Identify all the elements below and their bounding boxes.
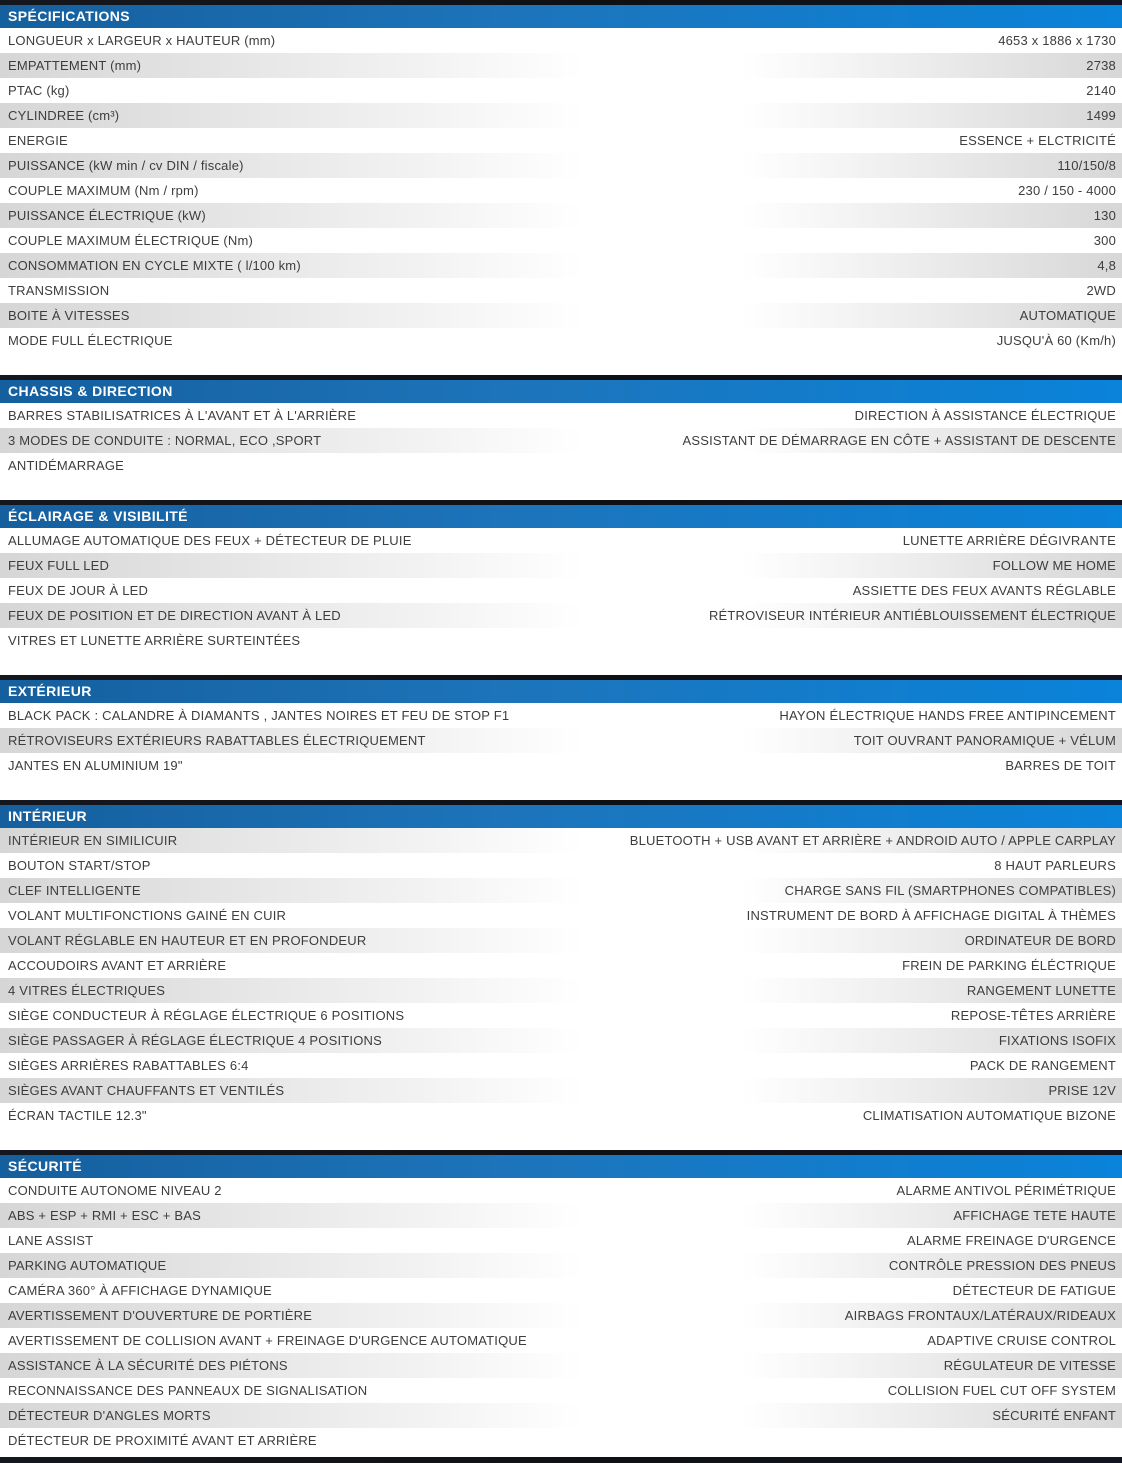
spec-value: RÉTROVISEUR INTÉRIEUR ANTIÉBLOUISSEMENT ÉLECTRIQUE (708, 608, 1116, 623)
spec-value: BARRES DE TOIT (1005, 758, 1116, 773)
spec-value: AFFICHAGE TETE HAUTE (953, 1208, 1116, 1223)
spec-value: 4653 x 1886 x 1730 (998, 33, 1116, 48)
spec-row (0, 978, 1122, 1003)
spec-value: CLIMATISATION AUTOMATIQUE BIZONE (862, 1108, 1116, 1123)
spec-row (0, 928, 1122, 953)
section-title-eclairage-visibilite: ÉCLAIRAGE & VISIBILITÉ (0, 505, 1122, 528)
spec-row (0, 278, 1122, 303)
spec-row (0, 203, 1122, 228)
spec-label: CONDUITE AUTONOME NIVEAU 2 (8, 1183, 222, 1198)
spec-label: CAMÉRA 360° À AFFICHAGE DYNAMIQUE (8, 1283, 272, 1298)
spec-row (0, 253, 1122, 278)
section-title-specifications: SPÉCIFICATIONS (0, 5, 1122, 28)
spec-label: RÉTROVISEURS EXTÉRIEURS RABATTABLES ÉLECTRIQUEMENT (8, 733, 426, 748)
spec-label: BOUTON START/STOP (8, 858, 151, 873)
spec-row (0, 103, 1122, 128)
spec-label: ACCOUDOIRS AVANT ET ARRIÈRE (8, 958, 227, 973)
spec-row (0, 1278, 1122, 1303)
spec-row (0, 1028, 1122, 1053)
spec-value: PRISE 12V (1048, 1083, 1116, 1098)
spec-row (0, 828, 1122, 853)
spec-label: SIÈGE PASSAGER À RÉGLAGE ÉLECTRIQUE 4 POSITIONS (8, 1033, 382, 1048)
section-gap (0, 778, 1122, 800)
spec-row (0, 578, 1122, 603)
spec-value: 1499 (1086, 108, 1116, 123)
spec-label: RECONNAISSANCE DES PANNEAUX DE SIGNALISATION (8, 1383, 368, 1398)
spec-label: PTAC (kg) (8, 83, 70, 98)
section-eclairage-visibilite (0, 500, 1122, 653)
spec-label: INTÉRIEUR EN SIMILICUIR (8, 833, 178, 848)
spec-row (0, 703, 1122, 728)
section-title-securite: SÉCURITÉ (0, 1155, 1122, 1178)
spec-value: AIRBAGS FRONTAUX/LATÉRAUX/RIDEAUX (844, 1308, 1116, 1323)
section-gap (0, 353, 1122, 375)
spec-label: ABS + ESP + RMI + ESC + BAS (8, 1208, 202, 1223)
spec-row (0, 878, 1122, 903)
spec-value: COLLISION FUEL CUT OFF SYSTEM (887, 1383, 1116, 1398)
spec-label: VOLANT MULTIFONCTIONS GAINÉ EN CUIR (8, 908, 287, 923)
spec-row (0, 303, 1122, 328)
spec-row (0, 1378, 1122, 1403)
spec-value: ESSENCE + ELCTRICITÉ (959, 133, 1116, 148)
spec-label: CYLINDREE (cm³) (8, 108, 120, 123)
spec-value: FIXATIONS ISOFIX (998, 1033, 1116, 1048)
spec-label: FEUX DE POSITION ET DE DIRECTION AVANT À LED (8, 608, 341, 623)
spec-label: LONGUEUR x LARGEUR x HAUTEUR (mm) (8, 33, 276, 48)
spec-value: CHARGE SANS FIL (SMARTPHONES COMPATIBLES) (784, 883, 1116, 898)
section-interieur (0, 800, 1122, 1128)
spec-label: 3 MODES DE CONDUITE : NORMAL, ECO ,SPORT (8, 433, 322, 448)
spec-row (0, 1203, 1122, 1228)
spec-label: BLACK PACK : CALANDRE À DIAMANTS , JANTES NOIRES ET FEU DE STOP F1 (8, 708, 510, 723)
spec-row (0, 1403, 1122, 1428)
spec-label: PARKING AUTOMATIQUE (8, 1258, 167, 1273)
spec-label: FEUX FULL LED (8, 558, 110, 573)
spec-value: ALARME FREINAGE D'URGENCE (906, 1233, 1116, 1248)
spec-value: DIRECTION À ASSISTANCE ÉLECTRIQUE (854, 408, 1116, 423)
spec-label: ASSISTANCE À LA SÉCURITÉ DES PIÉTONS (8, 1358, 288, 1373)
spec-label: 4 VITRES ÉLECTRIQUES (8, 983, 166, 998)
section-gap (0, 653, 1122, 675)
spec-label: TRANSMISSION (8, 283, 110, 298)
spec-row (0, 1003, 1122, 1028)
spec-value: INSTRUMENT DE BORD À AFFICHAGE DIGITAL À THÈMES (746, 908, 1116, 923)
spec-value: JUSQU'À 60 (Km/h) (996, 333, 1116, 348)
spec-value: BLUETOOTH + USB AVANT ET ARRIÈRE + ANDROID AUTO / APPLE CARPLAY (629, 833, 1116, 848)
spec-row (0, 753, 1122, 778)
spec-row (0, 1303, 1122, 1328)
spec-value: 2140 (1086, 83, 1116, 98)
spec-row (0, 603, 1122, 628)
spec-row (0, 853, 1122, 878)
spec-value: SÉCURITÉ ENFANT (992, 1408, 1116, 1423)
spec-label: ÉCRAN TACTILE 12.3" (8, 1108, 147, 1123)
spec-row (0, 128, 1122, 153)
spec-value: HAYON ÉLECTRIQUE HANDS FREE ANTIPINCEMENT (779, 708, 1116, 723)
spec-label: BARRES STABILISATRICES À L'AVANT ET À L'ARRIÈRE (8, 408, 357, 423)
spec-row (0, 1178, 1122, 1203)
spec-value: TOIT OUVRANT PANORAMIQUE + VÉLUM (853, 733, 1116, 748)
spec-row (0, 1228, 1122, 1253)
spec-label: LANE ASSIST (8, 1233, 94, 1248)
spec-value: ASSISTANT DE DÉMARRAGE EN CÔTE + ASSISTANT DE DESCENTE (682, 433, 1116, 448)
section-gap (0, 1128, 1122, 1150)
spec-value: ORDINATEUR DE BORD (964, 933, 1116, 948)
spec-label: CLEF INTELLIGENTE (8, 883, 141, 898)
spec-value: 230 / 150 - 4000 (1018, 183, 1116, 198)
spec-label: COUPLE MAXIMUM (Nm / rpm) (8, 183, 199, 198)
section-title-chassis-direction: CHASSIS & DIRECTION (0, 380, 1122, 403)
spec-label: PUISSANCE (kW min / cv DIN / fiscale) (8, 158, 244, 173)
section-chassis-direction (0, 375, 1122, 478)
spec-label: VOLANT RÉGLABLE EN HAUTEUR ET EN PROFONDEUR (8, 933, 367, 948)
spec-label: PUISSANCE ÉLECTRIQUE (kW) (8, 208, 206, 223)
spec-label: AVERTISSEMENT D'OUVERTURE DE PORTIÈRE (8, 1308, 313, 1323)
spec-row (0, 903, 1122, 928)
spec-value: ADAPTIVE CRUISE CONTROL (927, 1333, 1116, 1348)
spec-row (0, 953, 1122, 978)
spec-row (0, 1078, 1122, 1103)
spec-label: COUPLE MAXIMUM ÉLECTRIQUE (Nm) (8, 233, 254, 248)
spec-row (0, 53, 1122, 78)
spec-value: 8 HAUT PARLEURS (994, 858, 1116, 873)
spec-label: ENERGIE (8, 133, 68, 148)
spec-row (0, 78, 1122, 103)
section-securite (0, 1150, 1122, 1453)
spec-label: EMPATTEMENT (mm) (8, 58, 142, 73)
spec-value: 300 (1093, 233, 1116, 248)
spec-label: DÉTECTEUR DE PROXIMITÉ AVANT ET ARRIÈRE (8, 1433, 317, 1448)
spec-value: 2738 (1086, 58, 1116, 73)
spec-label: BOITE À VITESSES (8, 308, 130, 323)
spec-value: 130 (1093, 208, 1116, 223)
spec-row (0, 1053, 1122, 1078)
spec-row (0, 553, 1122, 578)
spec-value: CONTRÔLE PRESSION DES PNEUS (888, 1258, 1116, 1273)
spec-value: DÉTECTEUR DE FATIGUE (952, 1283, 1116, 1298)
section-title-exterieur: EXTÉRIEUR (0, 680, 1122, 703)
spec-value: 2WD (1086, 283, 1116, 298)
section-specifications (0, 0, 1122, 353)
spec-value: REPOSE-TÊTES ARRIÈRE (950, 1008, 1116, 1023)
spec-label: JANTES EN ALUMINIUM 19" (8, 758, 183, 773)
section-exterieur (0, 675, 1122, 778)
spec-value: RÉGULATEUR DE VITESSE (943, 1358, 1116, 1373)
spec-label: SIÈGE CONDUCTEUR À RÉGLAGE ÉLECTRIQUE 6 POSITIONS (8, 1008, 405, 1023)
spec-row (0, 1103, 1122, 1128)
spec-row (0, 728, 1122, 753)
spec-value: FOLLOW ME HOME (992, 558, 1116, 573)
spec-label: AVERTISSEMENT DE COLLISION AVANT + FREINAGE D'URGENCE AUTOMATIQUE (8, 1333, 527, 1348)
spec-row (0, 1253, 1122, 1278)
spec-row (0, 1328, 1122, 1353)
spec-value: ALARME ANTIVOL PÉRIMÉTRIQUE (896, 1183, 1116, 1198)
spec-row (0, 628, 1122, 653)
section-gap (0, 478, 1122, 500)
section-title-interieur: INTÉRIEUR (0, 805, 1122, 828)
spec-label: VITRES ET LUNETTE ARRIÈRE SURTEINTÉES (8, 633, 301, 648)
spec-label: CONSOMMATION EN CYCLE MIXTE ( l/100 km) (8, 258, 301, 273)
spec-value: 4,8 (1097, 258, 1116, 273)
spec-row (0, 178, 1122, 203)
spec-row (0, 1353, 1122, 1378)
spec-row (0, 328, 1122, 353)
spec-label: ALLUMAGE AUTOMATIQUE DES FEUX + DÉTECTEUR DE PLUIE (8, 533, 412, 548)
spec-value: AUTOMATIQUE (1019, 308, 1116, 323)
spec-label: MODE FULL ÉLECTRIQUE (8, 333, 173, 348)
spec-row (0, 428, 1122, 453)
spec-value: LUNETTE ARRIÈRE DÉGIVRANTE (902, 533, 1116, 548)
spec-label: FEUX DE JOUR À LED (8, 583, 149, 598)
spec-value: ASSIETTE DES FEUX AVANTS RÉGLABLE (852, 583, 1116, 598)
spec-row (0, 153, 1122, 178)
spec-row (0, 403, 1122, 428)
spec-value: FREIN DE PARKING ÉLÉCTRIQUE (902, 958, 1116, 973)
spec-label: SIÈGES ARRIÈRES RABATTABLES 6:4 (8, 1058, 249, 1073)
bottom-dark-strip (0, 1457, 1122, 1463)
spec-row (0, 453, 1122, 478)
spec-value: RANGEMENT LUNETTE (966, 983, 1116, 998)
spec-label: ANTIDÉMARRAGE (8, 458, 125, 473)
spec-value: 110/150/8 (1057, 158, 1116, 173)
spec-value: PACK DE RANGEMENT (969, 1058, 1116, 1073)
spec-row (0, 1428, 1122, 1453)
spec-row (0, 28, 1122, 53)
spec-row (0, 528, 1122, 553)
spec-label: SIÈGES AVANT CHAUFFANTS ET VENTILÉS (8, 1083, 285, 1098)
spec-label: DÉTECTEUR D'ANGLES MORTS (8, 1408, 211, 1423)
spec-row (0, 228, 1122, 253)
